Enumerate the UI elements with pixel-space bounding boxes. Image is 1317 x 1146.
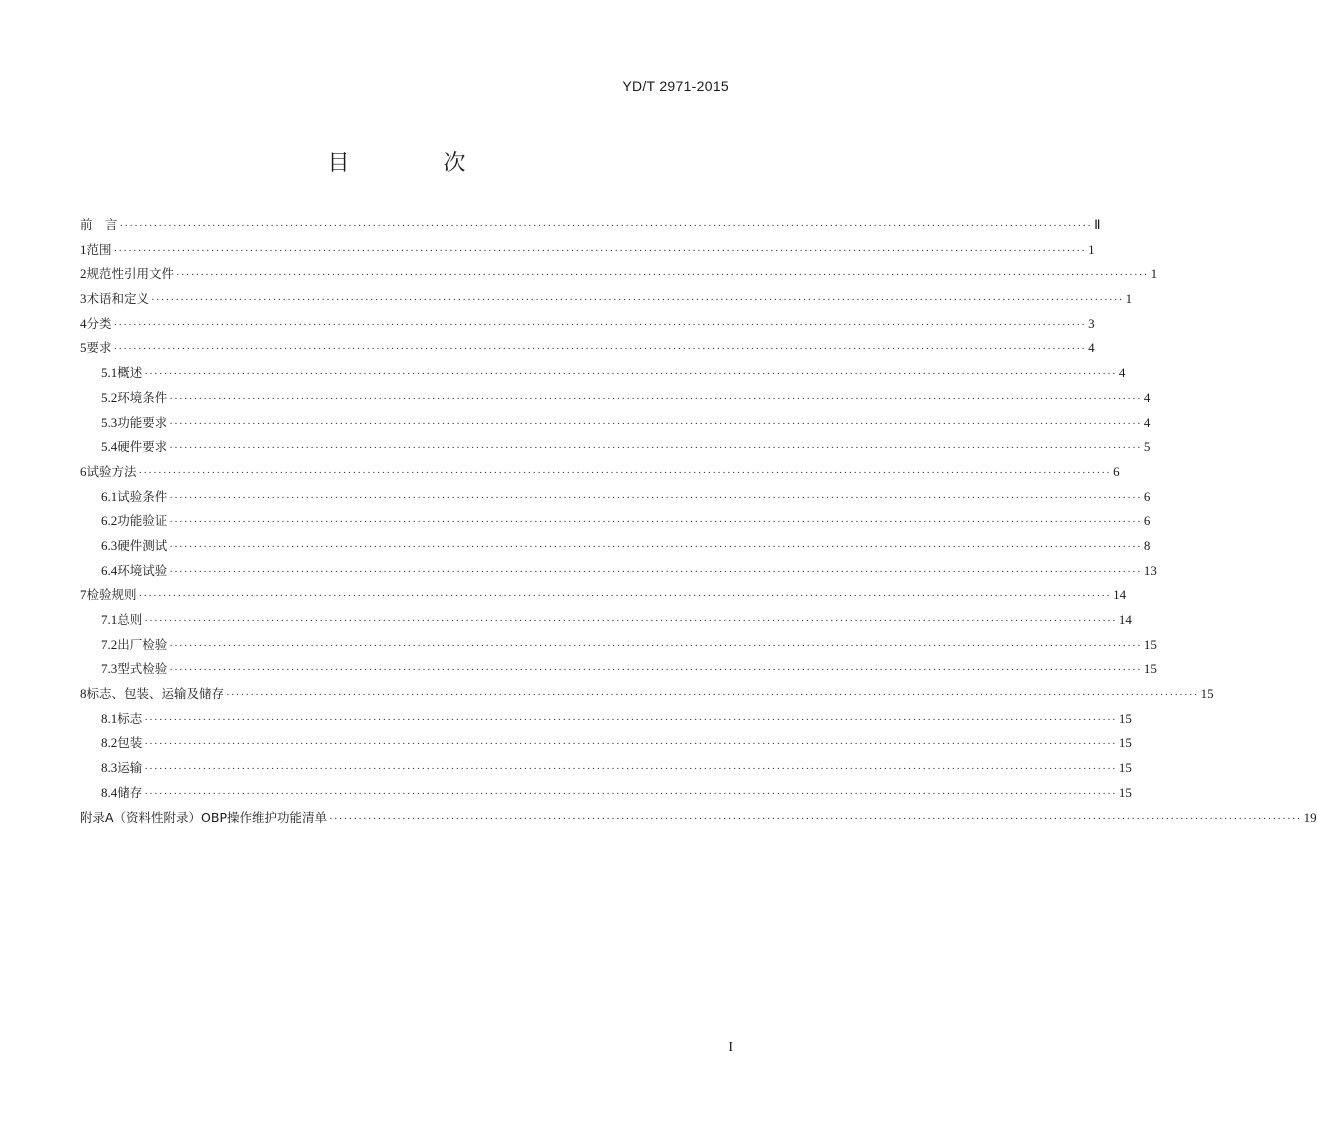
toc-entry-number: 6 <box>80 463 87 479</box>
toc-entry-number: 7.3 <box>101 661 118 677</box>
toc-entry-number: 8.3 <box>101 760 118 776</box>
toc-entry-title: 概述 <box>117 365 143 381</box>
toc-entry-number: 8 <box>80 686 87 702</box>
toc-entry-page: 8 <box>1143 537 1151 553</box>
table-of-contents <box>80 213 1317 830</box>
toc-entry-page: 4 <box>1143 414 1151 430</box>
toc-entry-leader: ········································································································································································································ <box>169 664 1142 677</box>
toc-entry-page: 4 <box>1143 389 1151 405</box>
toc-entry[interactable] <box>80 534 1151 559</box>
toc-entry-page: 4 <box>1118 365 1126 381</box>
toc-entry-title: 附录A（资料性附录）OBP操作维护功能清单 <box>80 809 328 825</box>
toc-entry[interactable] <box>80 485 1151 510</box>
toc-entry-number: 6.2 <box>101 513 118 529</box>
toc-entry-leader: ········································································································································································································ <box>144 763 1117 776</box>
toc-entry-leader: ········································································································································································································ <box>144 713 1117 726</box>
toc-entry-title: 试验条件 <box>117 488 168 504</box>
toc-entry-title: 功能要求 <box>117 414 168 430</box>
toc-entry-leader: ········································································································································································································ <box>113 343 1087 356</box>
toc-entry-page: 15 <box>1118 784 1132 800</box>
toc-entry-number: 7.2 <box>101 636 118 652</box>
toc-entry[interactable] <box>80 287 1133 312</box>
toc-entry-page: 1 <box>1150 266 1158 282</box>
toc-entry-page: 4 <box>1088 340 1095 356</box>
toc-entry-page: 15 <box>1118 735 1132 751</box>
toc-entry[interactable] <box>80 756 1132 781</box>
toc-entry-leader: ········································································································································································································ <box>226 689 1199 702</box>
toc-entry[interactable] <box>80 509 1151 534</box>
toc-entry-page: 13 <box>1143 562 1157 578</box>
toc-entry[interactable] <box>80 633 1157 658</box>
toc-entry-page: 15 <box>1118 710 1132 726</box>
toc-entry-page: 19 <box>1303 809 1317 825</box>
toc-entry-number: 6.1 <box>101 488 118 504</box>
toc-entry[interactable] <box>80 336 1095 361</box>
toc-entry-title: 规范性引用文件 <box>86 266 175 282</box>
toc-entry-title: 检验规则 <box>86 587 137 603</box>
toc-entry-page: 14 <box>1113 587 1127 603</box>
toc-entry[interactable] <box>80 559 1157 584</box>
toc-entry-page: 6 <box>1143 513 1151 529</box>
toc-entry[interactable] <box>80 707 1132 732</box>
toc-entry-page: 1 <box>1088 241 1095 257</box>
toc-entry-title: 硬件测试 <box>117 537 168 553</box>
toc-entry-leader: ········································································································································································································ <box>169 491 1142 504</box>
toc-entry-title: 试验方法 <box>86 463 137 479</box>
toc-entry[interactable] <box>80 781 1132 806</box>
toc-entry[interactable] <box>80 806 1317 831</box>
toc-entry-leader: ········································································································································································································ <box>138 466 1112 479</box>
toc-entry-number: 5.3 <box>101 414 118 430</box>
toc-entry-leader: ········································································································································································································ <box>176 269 1149 282</box>
toc-entry-page: 15 <box>1143 636 1157 652</box>
toc-entry-title: 标志、包装、运输及储存 <box>86 686 225 702</box>
toc-entry[interactable] <box>80 213 1101 238</box>
toc-entry-title: 范围 <box>86 241 112 257</box>
toc-entry-page: 15 <box>1118 760 1132 776</box>
toc-entry-number: 5.1 <box>101 365 118 381</box>
toc-entry-number: 7 <box>80 587 87 603</box>
toc-entry-title: 储存 <box>117 784 143 800</box>
toc-entry-number: 5.2 <box>101 389 118 405</box>
toc-entry[interactable] <box>80 435 1151 460</box>
toc-entry-title: 分类 <box>86 315 112 331</box>
toc-entry-leader: ········································································································································································································ <box>113 244 1087 257</box>
toc-entry-title: 总则 <box>117 612 143 627</box>
toc-entry-page: 15 <box>1200 686 1214 702</box>
toc-entry[interactable] <box>80 262 1158 287</box>
toc-entry-number: 7.1 <box>101 612 118 627</box>
toc-entry[interactable] <box>80 386 1151 411</box>
toc-entry-leader: ········································································································································································································ <box>169 442 1142 455</box>
toc-entry[interactable] <box>80 682 1214 707</box>
toc-entry-number: 8.4 <box>101 784 118 800</box>
toc-entry-leader: ········································································································································································································ <box>169 540 1142 553</box>
toc-entry-number: 1 <box>80 241 87 257</box>
toc-entry-title: 运输 <box>117 760 143 776</box>
toc-entry-title: 包装 <box>117 735 143 751</box>
toc-entry-title: 出厂检验 <box>117 636 168 652</box>
toc-entry[interactable] <box>80 238 1095 263</box>
toc-entry-title: 环境试验 <box>117 562 168 578</box>
toc-entry-title: 型式检验 <box>117 661 168 677</box>
toc-entry-leader: ········································································································································································································ <box>144 615 1117 627</box>
toc-entry[interactable] <box>80 731 1132 756</box>
toc-entry-leader: ········································································································································································································ <box>151 294 1124 307</box>
toc-entry-page: 3 <box>1088 315 1095 331</box>
toc-entry-number: 8.1 <box>101 710 118 726</box>
toc-entry-leader: ········································································································································································································ <box>144 738 1117 751</box>
toc-entry[interactable] <box>80 361 1126 386</box>
standard-number: YD/T 2971-2015 <box>622 78 729 94</box>
toc-entry-leader: ········································································································································································································ <box>169 565 1142 578</box>
toc-entry-page: Ⅱ <box>1094 217 1101 232</box>
toc-entry-title: 环境条件 <box>117 389 168 405</box>
toc-entry-leader: ········································································································································································································ <box>169 516 1142 529</box>
toc-entry[interactable] <box>80 411 1151 436</box>
toc-entry-leader: ········································································································································································································ <box>138 590 1112 603</box>
toc-entry-title: 标志 <box>117 710 143 726</box>
page-number: I <box>728 1040 733 1055</box>
toc-entry-leader: ········································································································································································································ <box>119 220 1093 232</box>
toc-entry[interactable] <box>80 583 1127 608</box>
toc-entry-page: 1 <box>1125 291 1133 307</box>
toc-entry-number: 4 <box>80 315 87 331</box>
page-title: 目 次 <box>327 151 502 176</box>
toc-entry-leader: ········································································································································································································ <box>144 368 1117 381</box>
toc-entry[interactable] <box>80 608 1132 633</box>
toc-entry-page: 5 <box>1143 439 1151 455</box>
toc-entry-leader: ········································································································································································································ <box>113 318 1087 331</box>
toc-entry-leader: ········································································································································································································ <box>329 812 1302 825</box>
toc-entry-number: 6.3 <box>101 537 118 553</box>
toc-entry-number: 8.2 <box>101 735 118 751</box>
toc-entry-title: 术语和定义 <box>86 291 150 307</box>
toc-entry-number: 3 <box>80 291 87 307</box>
toc-entry-number: 5.4 <box>101 439 118 455</box>
toc-entry-number: 2 <box>80 266 87 282</box>
toc-entry-page: 6 <box>1143 488 1151 504</box>
toc-entry[interactable] <box>80 312 1095 337</box>
toc-entry-leader: ········································································································································································································ <box>144 787 1117 800</box>
toc-entry-title: 功能验证 <box>117 513 168 529</box>
toc-entry-page: 15 <box>1143 661 1157 677</box>
toc-entry[interactable] <box>80 657 1157 682</box>
toc-entry-title: 前 言 <box>80 217 118 232</box>
toc-entry-leader: ········································································································································································································ <box>169 639 1142 652</box>
toc-entry-page: 14 <box>1118 612 1132 627</box>
toc-entry-number: 6.4 <box>101 562 118 578</box>
toc-entry-leader: ········································································································································································································ <box>169 417 1142 430</box>
toc-entry[interactable] <box>80 460 1120 485</box>
toc-entry-number: 5 <box>80 340 87 356</box>
toc-entry-leader: ········································································································································································································ <box>169 392 1142 405</box>
toc-entry-page: 6 <box>1113 463 1120 479</box>
toc-entry-title: 要求 <box>86 340 112 356</box>
toc-entry-title: 硬件要求 <box>117 439 168 455</box>
